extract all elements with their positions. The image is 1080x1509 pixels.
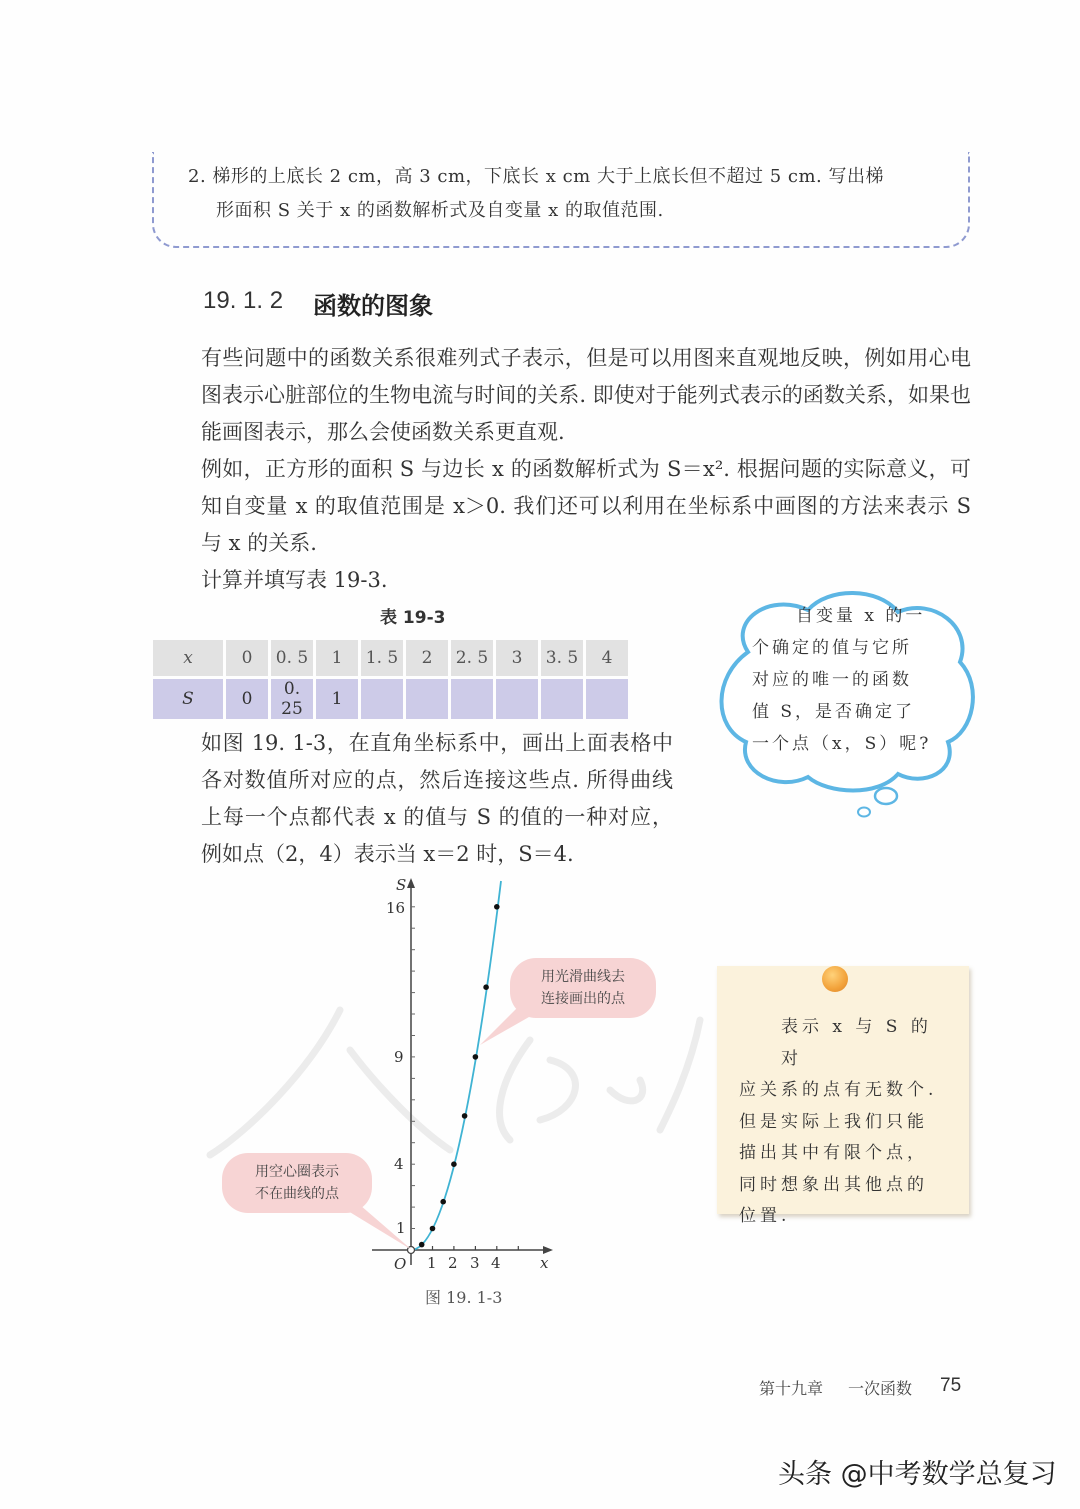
footer-chapter-title: 一次函数	[848, 1379, 913, 1398]
y-tick-16: 16	[386, 899, 406, 917]
data-points	[419, 904, 500, 1247]
note-line: 表示 x 与 S 的对	[781, 1017, 932, 1069]
cloud-line: 个确定的值与它所	[752, 638, 912, 658]
exercise-line-1: 梯形的上底长 2 cm，高 3 cm，下底长 x cm 大于上底长但不超过 5 cm. 写出梯	[212, 166, 884, 187]
table-header-s: S	[153, 679, 223, 719]
table-caption: 表 19-3	[380, 608, 446, 628]
cloud-line: 一个点（x，S）呢?	[752, 734, 932, 754]
y-axis-label: S	[396, 876, 407, 894]
paragraph-1	[153, 340, 971, 451]
table-cell: 1	[316, 679, 358, 719]
table-cell	[541, 679, 583, 719]
cloud-line: 对应的唯一的函数	[752, 670, 912, 690]
callout-line: 不在曲线的点	[255, 1186, 339, 1202]
footer-chapter: 第十九章	[759, 1379, 824, 1398]
cloud-line: 自变量 x 的一	[796, 606, 926, 626]
y-tick-4: 4	[394, 1155, 404, 1173]
table-cell: 3. 5	[541, 640, 583, 676]
x-tick-2: 2	[448, 1254, 458, 1272]
table-row-s	[153, 679, 628, 719]
table-cell: 2	[406, 640, 448, 676]
callout-smooth-curve	[510, 958, 656, 1018]
table-19-3	[150, 637, 631, 722]
table-cell: 0. 25	[271, 679, 313, 719]
table-cell	[496, 679, 538, 719]
paragraph-3-text: 计算并填写表 19-3.	[201, 568, 388, 592]
note-line: 位置.	[739, 1206, 791, 1226]
paragraph-1-text: 有些问题中的函数关系很难列式子表示，但是可以用图来直观地反映，例如用心电图表示心脏部位的生物电流与时间的关系. 即使对于能列式表示的函数关系，如果也能画图表示，那么会使函数关系更直观.	[201, 346, 971, 444]
callout-open-circle	[222, 1153, 372, 1213]
x-axis-label: x	[540, 1254, 549, 1272]
thought-cloud-text	[752, 600, 932, 760]
paragraph-4	[153, 725, 673, 873]
sticky-note-text	[739, 1012, 949, 1233]
section-title: 函数的图象	[313, 292, 433, 320]
table-cell: 0	[226, 679, 268, 719]
table-cell	[406, 679, 448, 719]
table-cell: 1	[316, 640, 358, 676]
cloud-line: 值 S，是否确定了	[752, 702, 916, 722]
callout-line: 用光滑曲线去	[541, 969, 625, 985]
callout-line: 用空心圈表示	[255, 1164, 339, 1180]
x-tick-3: 3	[470, 1254, 480, 1272]
note-line: 同时想象出其他点的	[739, 1174, 928, 1195]
table-cell: 1. 5	[361, 640, 403, 676]
table-cell: 0. 5	[271, 640, 313, 676]
table-cell: 4	[586, 640, 628, 676]
paragraph-2	[153, 451, 971, 562]
y-tick-1: 1	[396, 1219, 406, 1237]
y-axis-arrow-icon	[407, 878, 415, 888]
page-number: 75	[940, 1375, 962, 1396]
note-line: 但是实际上我们只能	[739, 1111, 928, 1132]
pushpin-icon	[822, 966, 848, 992]
x-tick-1: 1	[427, 1254, 437, 1272]
x-axis-arrow-icon	[543, 1246, 553, 1254]
paragraph-4-text: 如图 19. 1-3，在直角坐标系中，画出上面表格中各对数值所对应的点，然后连接这些点. 所得曲线上每一个点都代表 x 的值与 S 的值的一种对应，例如点（2，4）表示当 x＝2 时，S＝4.	[201, 731, 673, 866]
table-cell: 3	[496, 640, 538, 676]
note-line: 描出其中有限个点，	[739, 1143, 928, 1163]
figure-caption: 图 19. 1-3	[425, 1288, 503, 1307]
callout-line: 连接画出的点	[541, 991, 625, 1007]
table-cell: 0	[226, 640, 268, 676]
note-line: 应关系的点有无数个.	[739, 1080, 938, 1100]
paragraph-2-text: 例如，正方形的面积 S 与边长 x 的函数解析式为 S＝x². 根据问题的实际意义，可知自变量 x 的取值范围是 x＞0. 我们还可以利用在坐标系中画图的方法来表示 S 与 x 的关系.	[201, 457, 971, 555]
origin-label: O	[394, 1255, 407, 1273]
x-tick-4: 4	[491, 1254, 501, 1272]
source-watermark: 头条 @中考数学总复习	[778, 1459, 1057, 1490]
section-number: 19. 1. 2	[203, 287, 284, 314]
y-tick-9: 9	[394, 1048, 404, 1066]
smooth-curve	[411, 881, 501, 1250]
table-cell	[361, 679, 403, 719]
table-cell	[451, 679, 493, 719]
table-row-x	[153, 640, 628, 676]
table-cell	[586, 679, 628, 719]
exercise-2	[188, 160, 948, 228]
table-header-x: x	[153, 640, 223, 676]
exercise-line-2: 形面积 S 关于 x 的函数解析式及自变量 x 的取值范围.	[216, 200, 664, 221]
table-cell: 2. 5	[451, 640, 493, 676]
exercise-number: 2.	[188, 166, 207, 187]
